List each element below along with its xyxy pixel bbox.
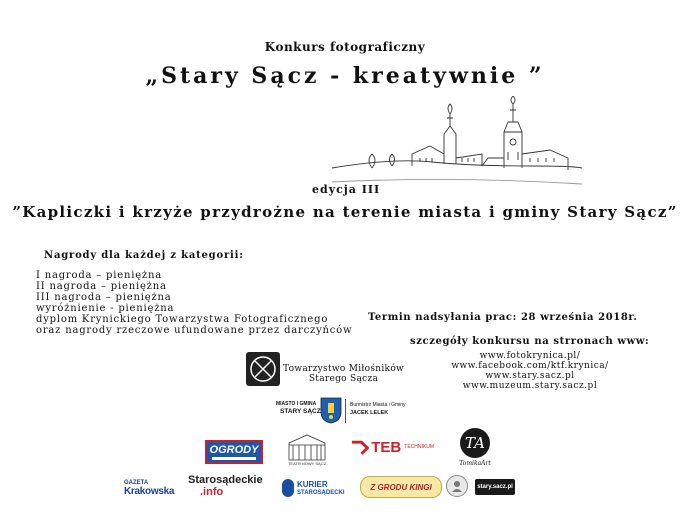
tomika-art-logo: TA TomikaArt [455, 424, 495, 470]
prizes-heading: Nagrody dla każdej z kategorii: [44, 250, 244, 261]
medallion-logo [446, 475, 468, 497]
town-sketch-illustration [332, 96, 582, 194]
divider [345, 399, 346, 423]
ogrody-logo: OGRODY [205, 440, 263, 464]
website-links [440, 351, 620, 391]
gazeta-krakowska-logo: GAZETA Krakowska [124, 479, 175, 497]
municipality-name: STARY SĄCZ [280, 408, 321, 415]
theatre-logo: TEATR NOWY SĄCZ [285, 430, 329, 468]
prize-item: oraz nagrody rzeczowe ufundowane przez darczyńców [36, 325, 353, 336]
prize-item: dyplom Krynickiego Towarzystwa Fotograficznego [36, 314, 329, 325]
kurier-starosadecki-logo: KURIER STAROSĄDECKI [282, 477, 354, 499]
contest-title: „Stary Sącz - kreatywnie ” [145, 63, 545, 89]
tmss-logo [246, 352, 280, 386]
coat-of-arms-icon [320, 397, 342, 424]
website-link[interactable]: www.facebook.com/ktf.krynica/ [451, 361, 609, 371]
mayor-role: Burmistrz Miasta i Gminy [350, 402, 406, 408]
kurier-emblem-icon [282, 479, 294, 497]
starosadeckie-info-logo: Starosądeckie .info [188, 474, 263, 498]
details-heading: szczegóły konkursu na strronach www: [410, 336, 650, 347]
contest-subtitle: Konkurs fotograficzny [264, 40, 426, 54]
edition-label: edycja III [312, 183, 381, 196]
stary-sacz-pl-logo: stary.sacz.pl [475, 479, 515, 495]
theatre-building-icon [287, 433, 327, 461]
prize-item: II nagroda – pieniężna [36, 281, 167, 292]
website-link[interactable]: www.muzeum.stary.sacz.pl [462, 381, 598, 391]
teb-logo: TEB TECHNIKUM [350, 436, 434, 458]
tmss-emblem-icon [246, 352, 280, 386]
organizer-name: Towarzystwo Miłośników Starego Sącza [283, 364, 405, 384]
mayor-name: JACEK LELEK [350, 410, 389, 416]
municipality-caption: MIASTO I GMINA [276, 401, 317, 407]
prize-item: I nagroda – pieniężna [36, 270, 162, 281]
submission-deadline: Termin nadsyłania prac: 28 września 2018r. [368, 312, 638, 323]
contest-theme: ”Kapliczki i krzyże przydrożne na terenie miasta i gminy Stary Sącz” [12, 203, 678, 221]
website-link[interactable]: www.stary.sacz.pl [485, 371, 575, 381]
tomika-monogram-icon: TA [460, 428, 490, 458]
z-grodu-kingi-logo: Z GRODU KINGI [360, 476, 442, 498]
prize-item: wyróżnienie - pieniężna [36, 303, 175, 314]
website-link[interactable]: www.fotokrynica.pl/ [479, 351, 581, 361]
prize-item: III nagroda – pieniężna [36, 292, 172, 303]
medallion-icon [450, 479, 464, 493]
teb-arrow-icon [350, 438, 369, 456]
prizes-list [36, 270, 352, 336]
